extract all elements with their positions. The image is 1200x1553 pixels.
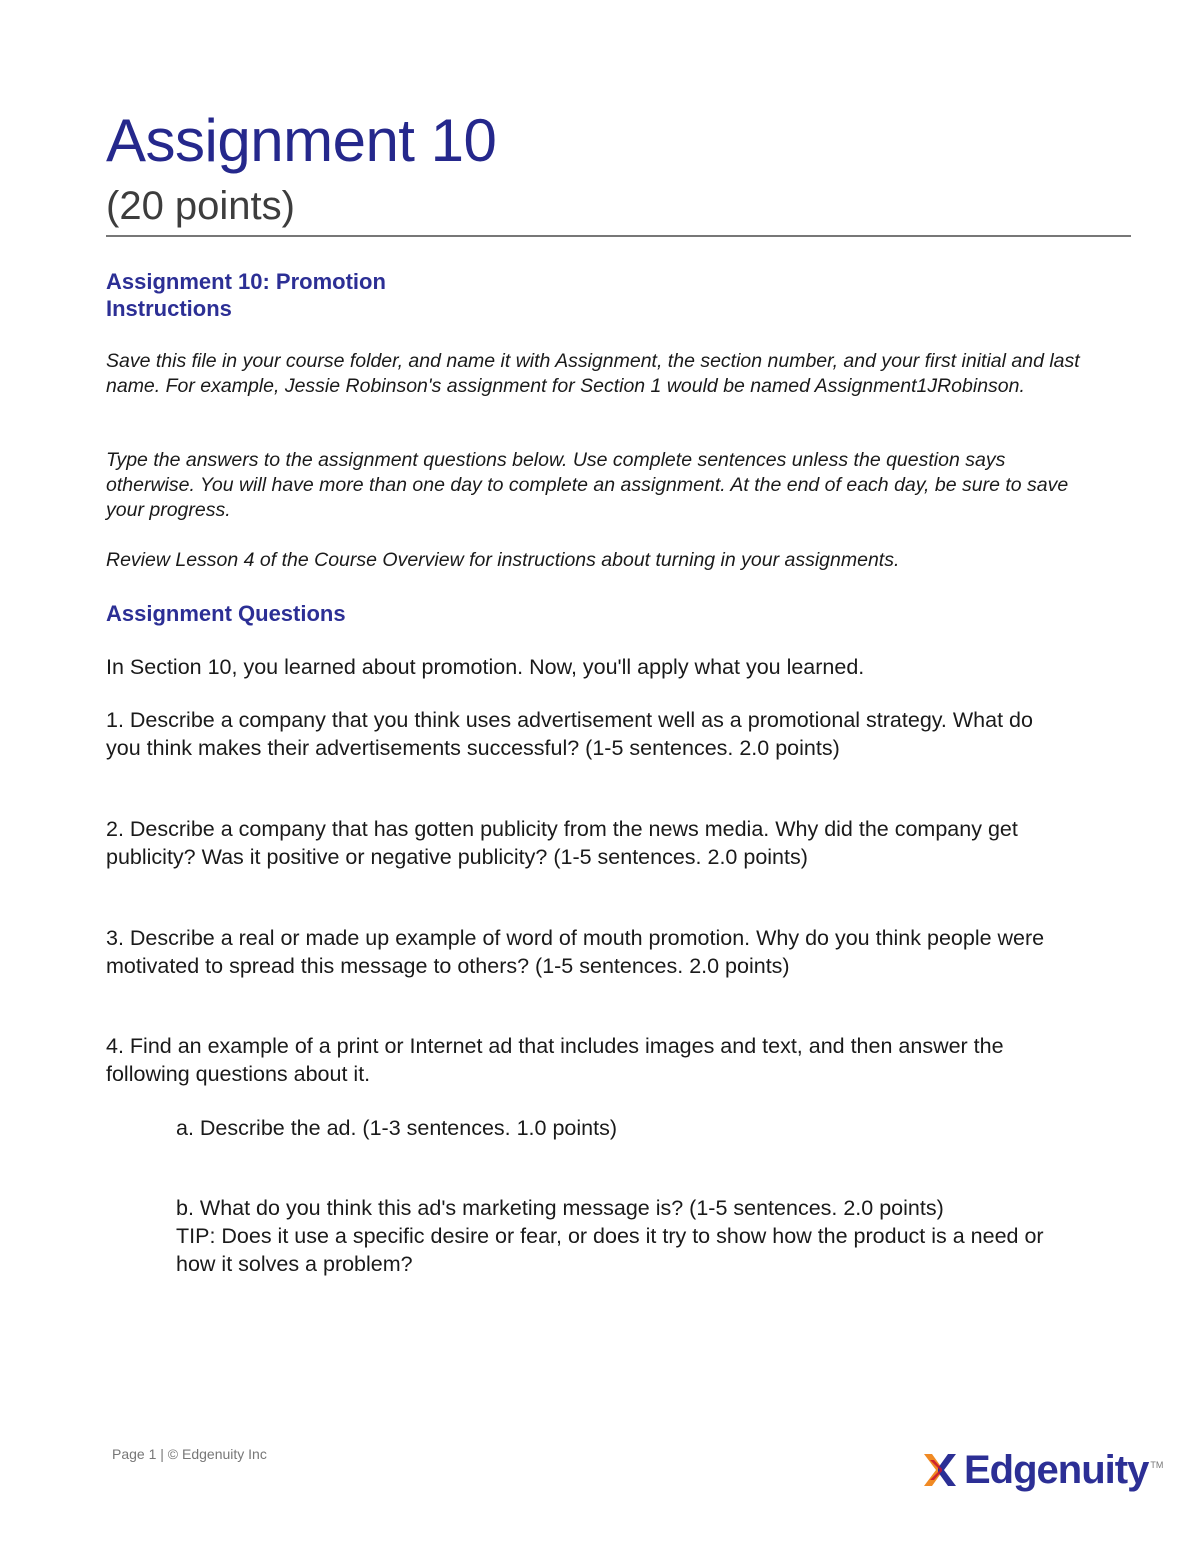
instructions-paragraph-2: Type the answers to the assignment questions below. Use complete sentences unless the question says otherwise. You will have more than one day to complete an assignment. At the end of each day, be sure to save your progress. <box>106 449 1069 521</box>
title-divider <box>106 235 1131 237</box>
question-4a: a. Describe the ad. (1-3 sentences. 1.0 points) <box>176 1116 617 1140</box>
questions-intro: In Section 10, you learned about promotion. Now, you'll apply what you learned. <box>106 655 865 679</box>
questions-heading: Assignment Questions <box>106 601 346 626</box>
question-2: 2. Describe a company that has gotten publicity from the news media. Why did the company get publicity? Was it positive or negative publicity? (1-5 sentences. 2.0 points) <box>106 817 1018 869</box>
question-4b-tip: TIP: Does it use a specific desire or fear, or does it try to show how the product is a need or how it solves a problem? <box>176 1224 1044 1276</box>
logo-wordmark: Edgenuity <box>964 1448 1149 1492</box>
question-3: 3. Describe a real or made up example of word of mouth promotion. Why do you think people were motivated to spread this message to others? (1-5 sentences. 2.0 points) <box>106 926 1045 978</box>
trademark-mark: TM <box>1150 1460 1164 1470</box>
points-subtitle: (20 points) <box>106 184 295 228</box>
question-4: 4. Find an example of a print or Internet ad that includes images and text, and then answer the following questions about it. <box>106 1034 1004 1086</box>
assignment-heading: Assignment 10: Promotion <box>106 269 386 294</box>
instructions-paragraph-3: Review Lesson 4 of the Course Overview for instructions about turning in your assignments. <box>106 549 900 571</box>
page-title: Assignment 10 <box>106 107 497 174</box>
page-footer: Page 1 | © Edgenuity Inc <box>112 1446 267 1462</box>
instructions-heading: Instructions <box>106 296 232 321</box>
edgenuity-x-icon <box>920 1450 960 1490</box>
instructions-paragraph-1: Save this file in your course folder, and name it with Assignment, the section number, and your first initial and last name. For example, Jessie Robinson's assignment for Section 1 would be named Assignment1JRobinson. <box>106 350 1080 397</box>
question-4b: b. What do you think this ad's marketing message is? (1-5 sentences. 2.0 points) <box>176 1196 944 1220</box>
question-1: 1. Describe a company that you think uses advertisement well as a promotional strategy. What do you think makes their advertisements successful? (1-5 sentences. 2.0 points) <box>106 708 1033 760</box>
edgenuity-logo <box>920 1446 1163 1494</box>
